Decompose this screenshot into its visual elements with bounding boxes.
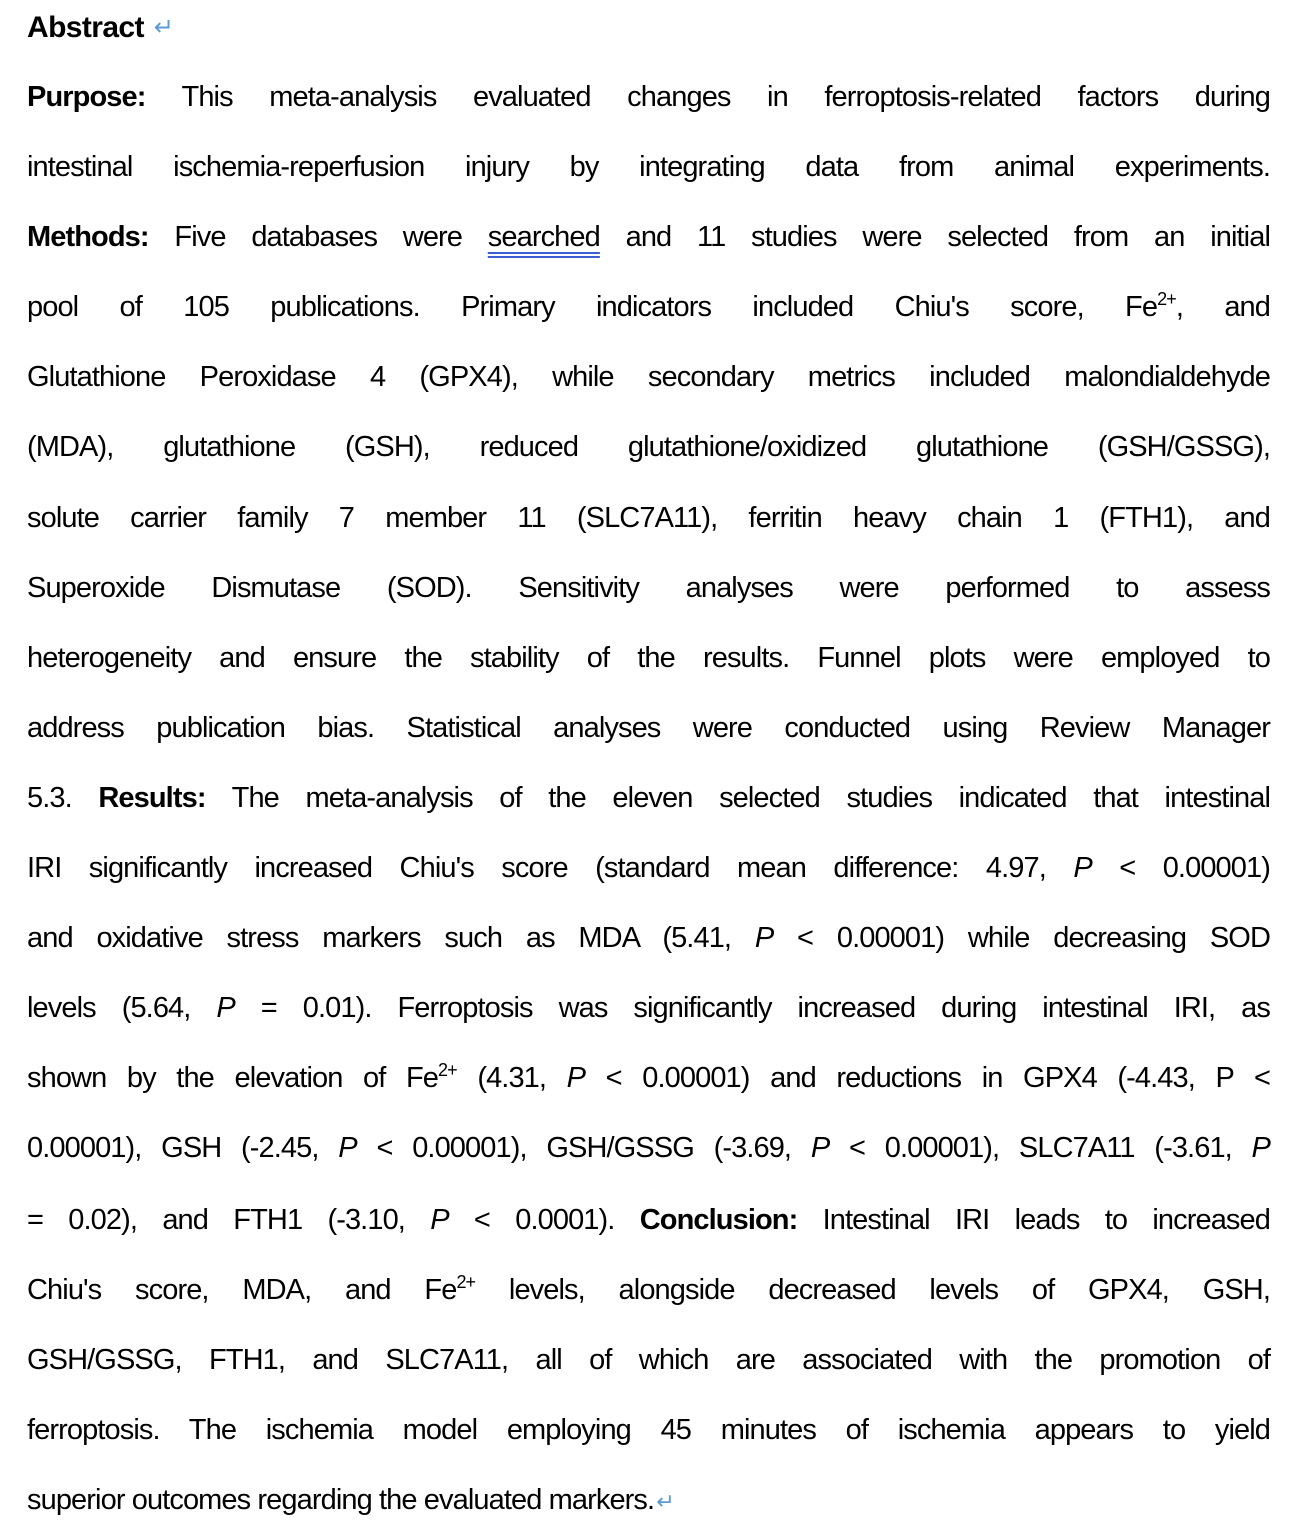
methods-label: Methods: (27, 221, 149, 253)
text-line-19: GSH/GSSG, FTH1, and SLC7A11, all of which are associated with the promotion of (27, 1344, 1270, 1376)
text-line-8: Superoxide Dismutase (SOD). Sensitivity analyses were performed to assess (27, 572, 1270, 604)
text-line-20: ferroptosis. The ischemia model employing 45 minutes of ischemia appears to yield (27, 1414, 1270, 1446)
paragraph-mark-icon: ↵ (153, 14, 174, 41)
heading-text: Abstract (27, 11, 144, 44)
text-line-16: 0.00001), GSH (-2.45, P < 0.00001), GSH/GSSG (-3.69, P < 0.00001), SLC7A11 (-3.61, P (27, 1132, 1270, 1164)
text-line-9: heterogeneity and ensure the stability of the results. Funnel plots were employed to (27, 642, 1270, 674)
paragraph-mark-icon: ↵ (656, 1489, 674, 1514)
text-line-15: shown by the elevation of $Fe^{2+}$ (4.31, P < 0.00001) and reductions in GPX4 (-4.43, P < (27, 1060, 1270, 1094)
text-line-21: superior outcomes regarding the evaluated markers.↵ (27, 1484, 674, 1516)
text-line-6: (MDA), glutathione (GSH), reduced glutathione/oxidized glutathione (GSH/GSSG), (27, 431, 1270, 463)
text-line-7: solute carrier family 7 member 11 (SLC7A11), ferritin heavy chain 1 (FTH1), and (27, 502, 1270, 534)
superscript: 2+ (456, 1272, 476, 1292)
text-line-14: levels (5.64, P = 0.01). Ferroptosis was significantly increased during intestinal IRI, as (27, 992, 1270, 1024)
abstract-heading (27, 8, 173, 48)
purpose-label: Purpose: (27, 81, 146, 113)
text-line-11: 5.3. Results: The meta-analysis of the eleven selected studies indicated that intestinal (27, 782, 1270, 814)
text-line-2: intestinal ischemia-reperfusion injury by integrating data from animal experiments. (27, 151, 1270, 183)
text-line-4: pool of 105 publications. Primary indicators included Chiu's score, $Fe^{2+}$, and (27, 289, 1271, 323)
text-line-17: = 0.02), and FTH1 (-3.10, P < 0.0001). Conclusion: Intestinal IRI leads to increased (27, 1204, 1270, 1236)
superscript: 2+ (1157, 289, 1176, 309)
text-line-13: and oxidative stress markers such as MDA (5.41, P < 0.00001) while decreasing SOD (27, 922, 1270, 954)
superscript: 2+ (438, 1060, 457, 1080)
results-label: Results: (98, 782, 206, 814)
spellcheck-underlined-word[interactable]: searched (487, 221, 600, 253)
text-line-3: Methods: Five databases were searched and 11 studies were selected from an initial (27, 221, 1270, 253)
text-line-10: address publication bias. Statistical analyses were conducted using Review Manager (27, 712, 1270, 744)
text-line-5: Glutathione Peroxidase 4 (GPX4), while secondary metrics included malondialdehyde (27, 361, 1270, 393)
text-line-12: IRI significantly increased Chiu's score (standard mean difference: 4.97, P < 0.00001) (27, 852, 1270, 884)
conclusion-label: Conclusion: (639, 1204, 798, 1236)
text-line-1: Purpose: This meta-analysis evaluated changes in ferroptosis-related factors during (27, 81, 1270, 113)
text-line-18: Chiu's score, MDA, and $Fe^{2+}$ levels, alongside decreased levels of GPX4, GSH, (27, 1272, 1270, 1306)
